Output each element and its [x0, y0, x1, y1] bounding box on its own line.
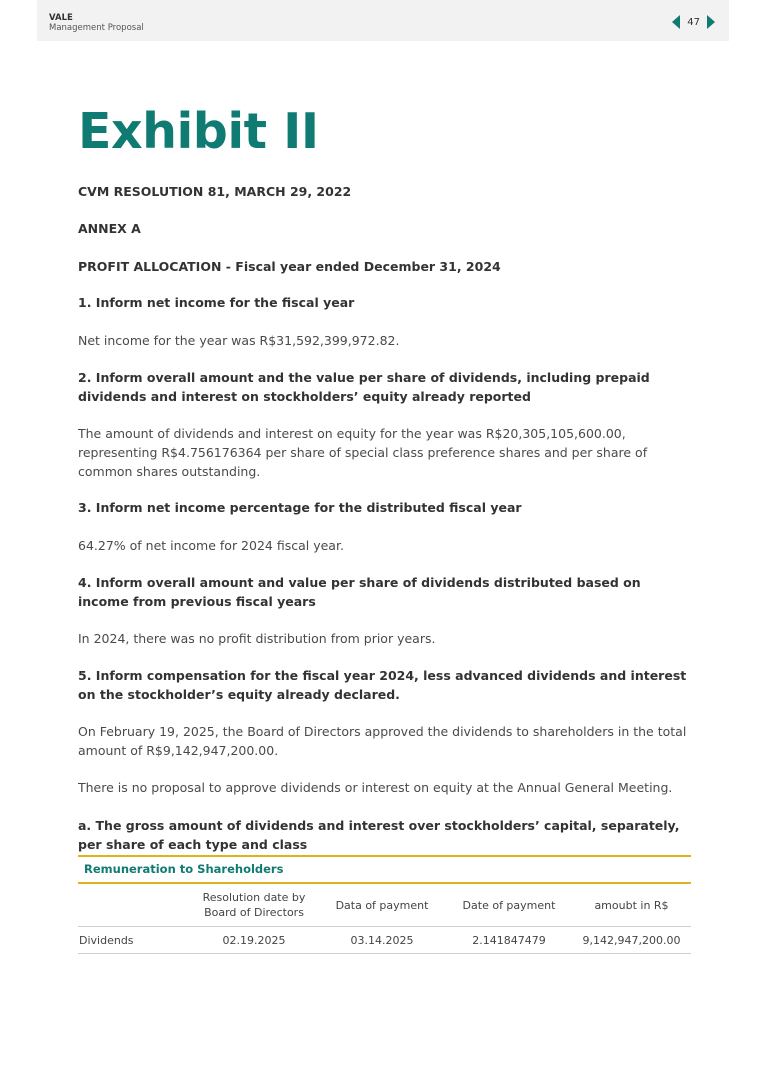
section-3-heading: 3. Inform net income percentage for the distributed fiscal year	[78, 500, 522, 515]
section-1-body: Net income for the year was R$31,592,399,972.82.	[78, 333, 400, 348]
table-cell: 2.141847479	[446, 927, 572, 954]
page-title: Exhibit II	[78, 103, 319, 160]
table-cell: 02.19.2025	[190, 927, 318, 954]
column-header: amoubt in R$	[572, 884, 691, 927]
column-header: Date of payment	[446, 884, 572, 927]
section-5-heading: 5. Inform compensation for the fiscal year 2024, less advanced dividends and interest on the stockholder’s equity already declared.	[78, 668, 687, 702]
dividends-table	[78, 884, 691, 954]
section-4-body: In 2024, there was no profit distribution from prior years.	[78, 631, 436, 646]
brand-name: VALE	[49, 13, 73, 23]
resolution-heading: CVM RESOLUTION 81, MARCH 29, 2022	[78, 184, 352, 199]
page-number: 47	[687, 16, 700, 28]
table-cell: Dividends	[78, 927, 190, 954]
table-cell: 03.14.2025	[318, 927, 446, 954]
remuneration-table	[78, 855, 691, 954]
column-header	[78, 884, 190, 927]
page-header	[37, 0, 729, 41]
previous-page-icon[interactable]	[672, 15, 680, 29]
pager	[672, 14, 715, 30]
section-2-body: The amount of dividends and interest on equity for the year was R$20,305,105,600.00, representing R$4.756176364 per share of special class preference shares and per share of common shares outstanding.	[78, 426, 648, 479]
table-cell: 9,142,947,200.00	[572, 927, 691, 954]
allocation-heading: PROFIT ALLOCATION - Fiscal year ended December 31, 2024	[78, 259, 501, 274]
section-2-heading: 2. Inform overall amount and the value per share of dividends, including prepaid dividends and interest on stockholders’ equity already reported	[78, 370, 650, 404]
table-title: Remuneration to Shareholders	[78, 855, 691, 884]
document-subtitle: Management Proposal	[49, 23, 144, 33]
section-5-note: There is no proposal to approve dividends or interest on equity at the Annual General Meeting.	[78, 780, 673, 795]
section-3-body: 64.27% of net income for 2024 fiscal year.	[78, 538, 344, 553]
table-row	[78, 927, 691, 954]
section-4-heading: 4. Inform overall amount and value per share of dividends distributed based on income from previous fiscal years	[78, 575, 641, 609]
section-5-body: On February 19, 2025, the Board of Directors approved the dividends to shareholders in the total amount of R$9,142,947,200.00.	[78, 724, 687, 758]
annex-heading: ANNEX A	[78, 221, 141, 236]
column-header: Resolution date by Board of Directors	[190, 884, 318, 927]
table-header-row	[78, 884, 691, 927]
section-a-heading: a. The gross amount of dividends and interest over stockholders’ capital, separately, per share of each type and class	[78, 818, 680, 852]
section-1-heading: 1. Inform net income for the fiscal year	[78, 295, 355, 310]
next-page-icon[interactable]	[707, 15, 715, 29]
column-header: Data of payment	[318, 884, 446, 927]
